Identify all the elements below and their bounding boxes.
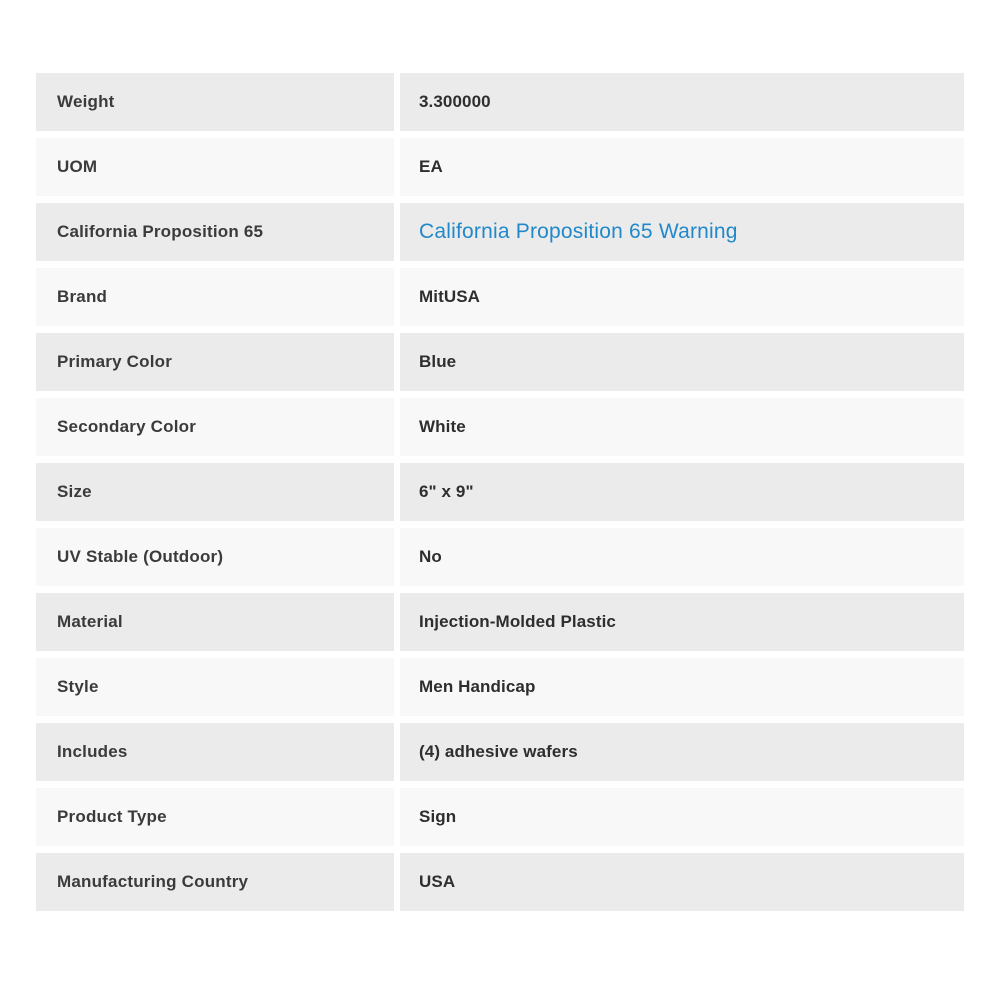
spec-label: Style xyxy=(36,658,394,716)
spec-value: 6" x 9" xyxy=(400,463,964,521)
spec-label: Primary Color xyxy=(36,333,394,391)
spec-label: Secondary Color xyxy=(36,398,394,456)
spec-value: 3.300000 xyxy=(400,73,964,131)
spec-label: Manufacturing Country xyxy=(36,853,394,911)
spec-label: Size xyxy=(36,463,394,521)
table-row xyxy=(36,658,964,716)
spec-label: Material xyxy=(36,593,394,651)
spec-value: No xyxy=(400,528,964,586)
product-spec-table xyxy=(36,73,964,918)
table-row xyxy=(36,528,964,586)
table-row xyxy=(36,398,964,456)
table-row xyxy=(36,463,964,521)
spec-label: UOM xyxy=(36,138,394,196)
spec-value: USA xyxy=(400,853,964,911)
spec-value: (4) adhesive wafers xyxy=(400,723,964,781)
spec-label: UV Stable (Outdoor) xyxy=(36,528,394,586)
california-prop-65-warning-link[interactable]: California Proposition 65 Warning xyxy=(400,203,964,261)
table-row xyxy=(36,73,964,131)
spec-value: Sign xyxy=(400,788,964,846)
table-row xyxy=(36,203,964,261)
table-row xyxy=(36,268,964,326)
table-row xyxy=(36,138,964,196)
spec-value: Injection-Molded Plastic xyxy=(400,593,964,651)
spec-value: Blue xyxy=(400,333,964,391)
spec-label: Product Type xyxy=(36,788,394,846)
table-row xyxy=(36,723,964,781)
spec-label: Brand xyxy=(36,268,394,326)
spec-label: Includes xyxy=(36,723,394,781)
spec-value: Men Handicap xyxy=(400,658,964,716)
table-row xyxy=(36,853,964,911)
table-row xyxy=(36,593,964,651)
table-row xyxy=(36,333,964,391)
spec-value: MitUSA xyxy=(400,268,964,326)
spec-value: EA xyxy=(400,138,964,196)
spec-label: California Proposition 65 xyxy=(36,203,394,261)
table-row xyxy=(36,788,964,846)
spec-label: Weight xyxy=(36,73,394,131)
spec-value: White xyxy=(400,398,964,456)
